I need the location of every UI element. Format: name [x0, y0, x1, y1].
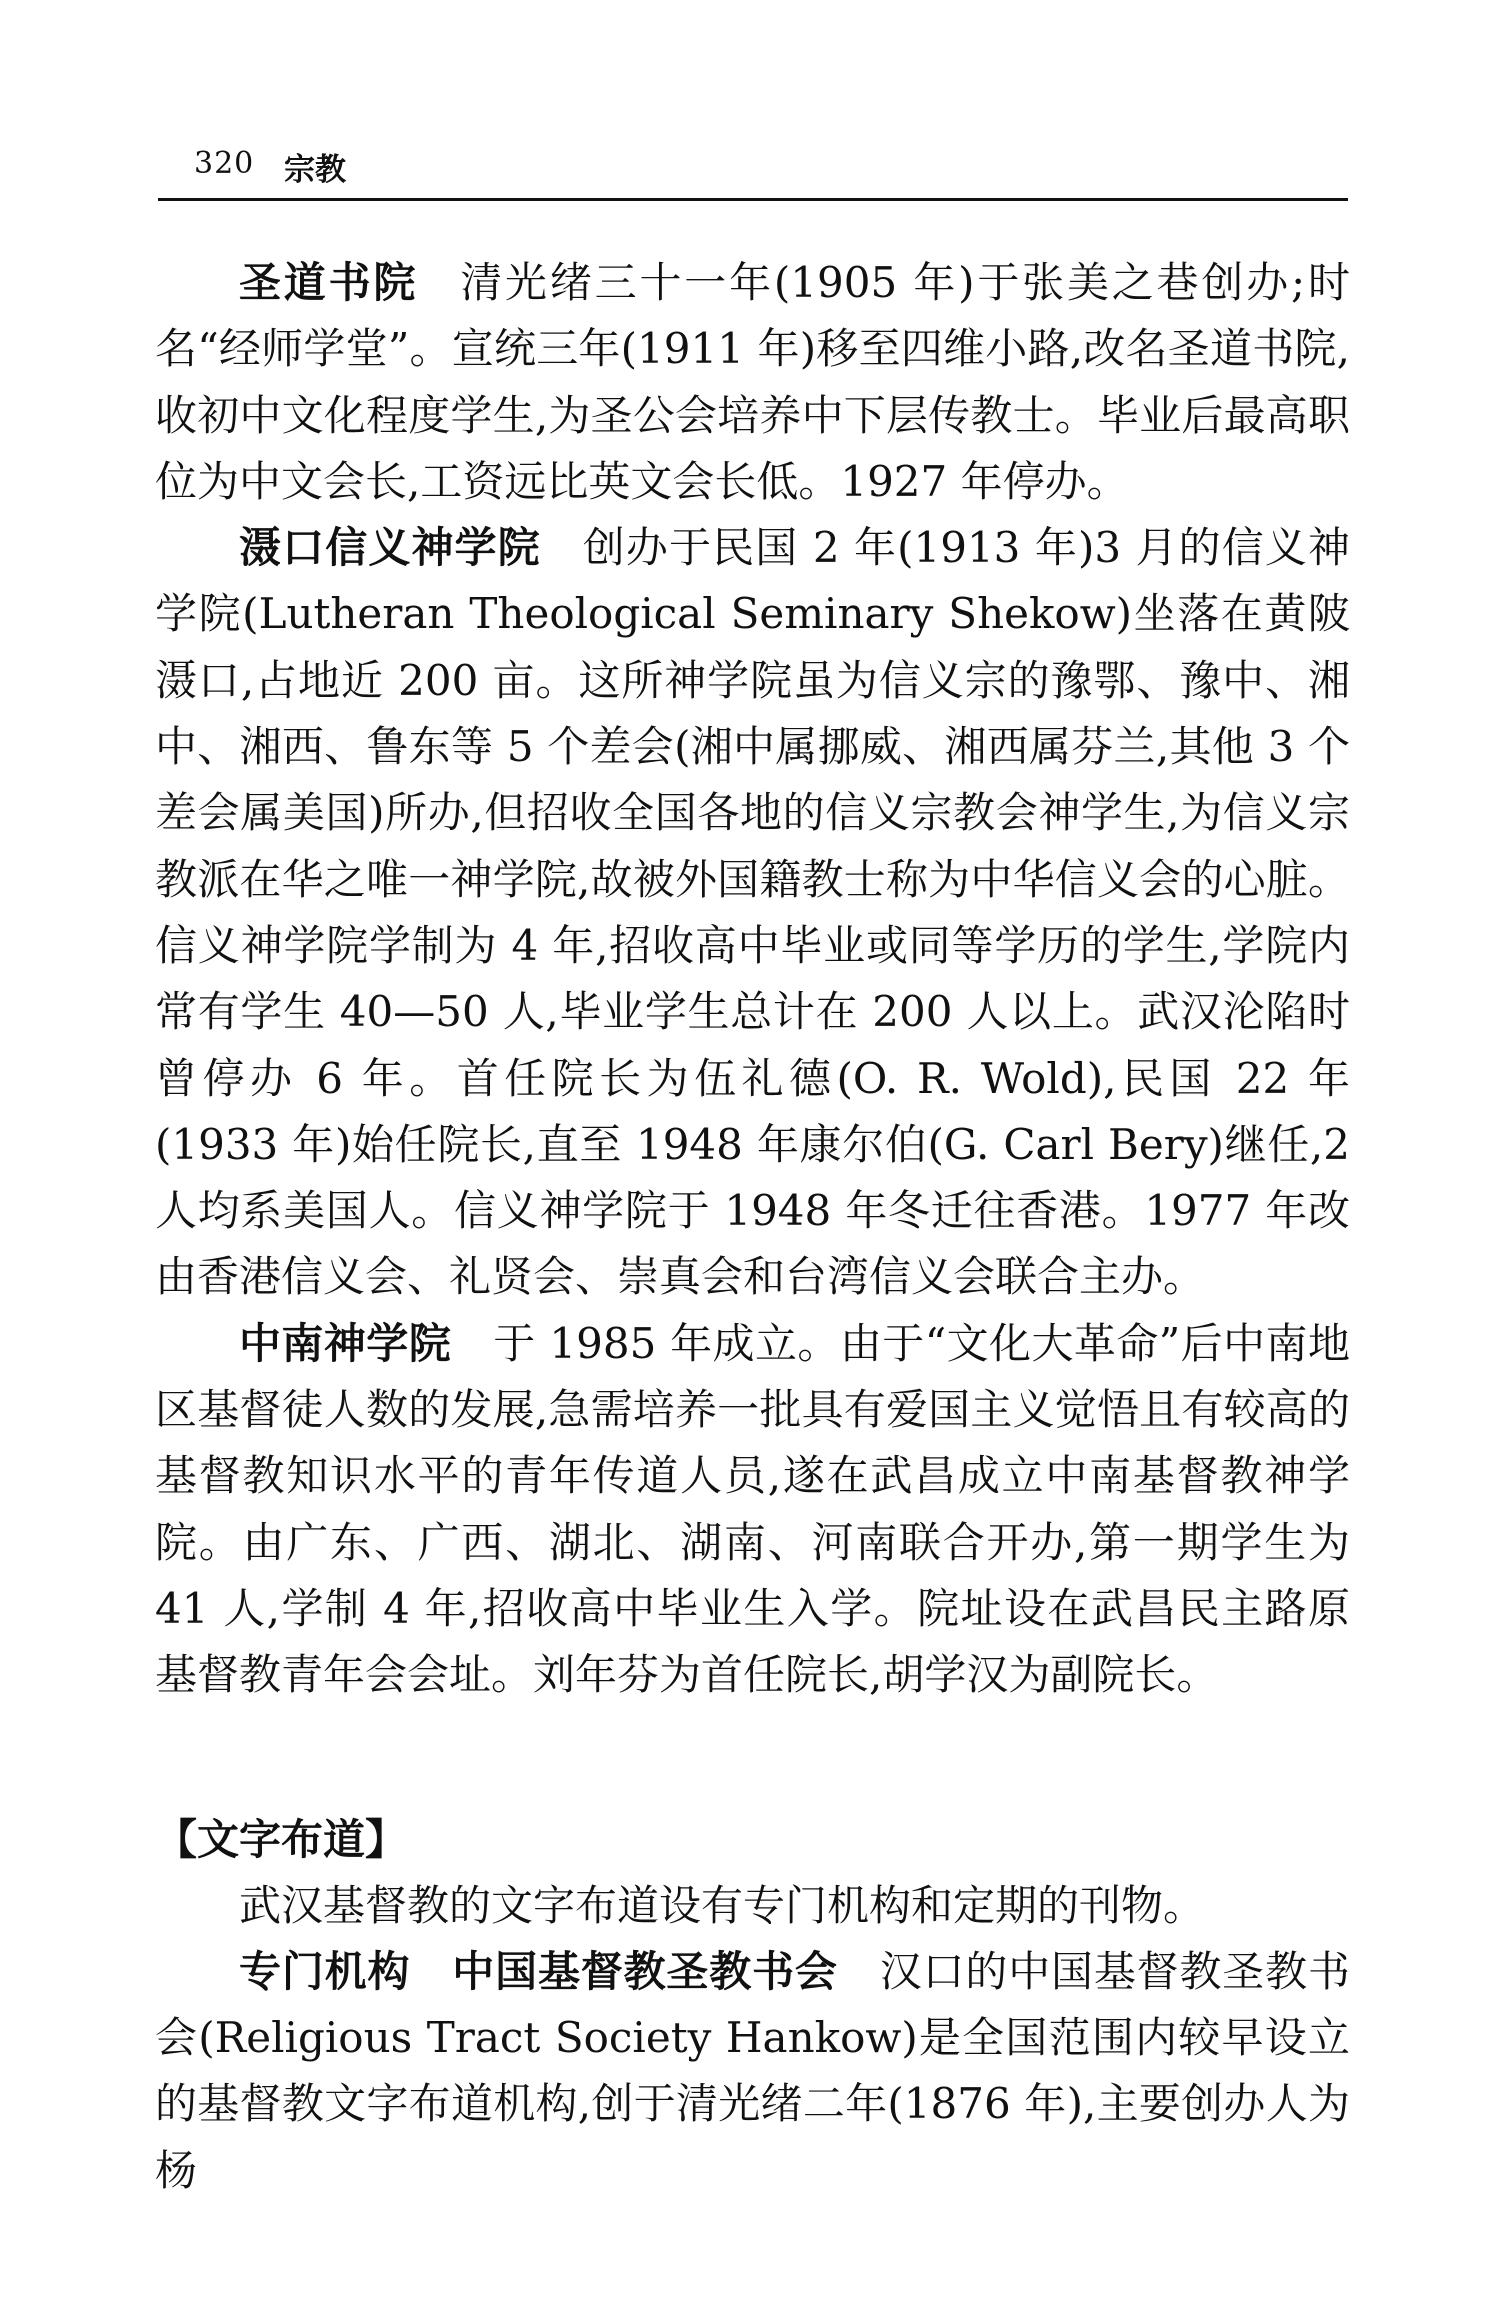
entry-term: 滠口信义神学院 — [239, 523, 541, 573]
page-content — [155, 250, 1350, 2204]
subsection-term: 专门机构 — [239, 1946, 411, 1996]
entry-term: 圣道书院 — [239, 258, 419, 307]
entry-paragraph — [155, 515, 1350, 1311]
subsection-paragraph — [155, 1939, 1350, 2204]
subsection-text: 汉口的中国基督教圣教书会(Religious Tract Society Hankow)是全国范围内较早设立的基督教文字布道机构,创于清光绪二年(1876 年),主要创办人为杨 — [155, 1946, 1350, 2195]
entry-text: 清光绪三十一年(1905 年)于张美之巷创办;时名“经师学堂”。宣统三年(1911 年)移至四维小路,改名圣道书院,收初中文化程度学生,为圣公会培养中下层传教士。毕业后最高职位为中文会长,工资远比英文会长低。1927 年停办。 — [155, 258, 1350, 506]
entry-paragraph — [155, 250, 1350, 515]
page-number: 320 — [194, 146, 255, 181]
entry-paragraph — [155, 1311, 1350, 1709]
entry-text: 于 1985 年成立。由于“文化大革命”后中南地区基督徒人数的发展,急需培养一批具有爱国主义觉悟且有较高的基督教知识水平的青年传道人员,遂在武昌成立中南基督教神学院。由广东、广西、湖北、湖南、河南联合开办,第一期学生为 41 人,学制 4 年,招收高中毕业生入学。院址设在武昌民主路原基督教青年会会址。刘年芬为首任院长,胡学汉为副院长。 — [155, 1318, 1350, 1700]
entry-text: 创办于民国 2 年(1913 年)3 月的信义神学院(Lutheran Theological Seminary Shekow)坐落在黄陂滠口,占地近 200 亩。这所神学院虽为信义宗的豫鄂、豫中、湘中、湘西、鲁东等 5 个差会(湘中属挪威、湘西属芬兰,其他 3 个差会属美国)所办,但招收全国各地的信义宗教会神学生,为信义宗教派在华之唯一神学院,故被外国籍教士称为中华信义会的心脏。信义神学院学制为 4 年,招收高中毕业或同等学历的学生,学院内常有学生 40—50 人,毕业学生总计在 200 人以上。武汉沦陷时曾停办 6 年。首任院长为伍礼德(O. R. Wold),民国 22 年(1933 年)始任院长,直至 1948 年康尔伯(G. Carl Bery)继任,2 人均系美国人。信义神学院于 1948 年冬迁往香港。1977 年改由香港信义会、礼贤会、崇真会和台湾信义会联合主办。 — [155, 523, 1350, 1302]
section-title: 文字布道 — [197, 1814, 366, 1864]
running-title: 宗教 — [284, 152, 346, 188]
page-header — [158, 138, 1348, 201]
subsection-organization: 中国基督教圣教书会 — [452, 1946, 838, 1996]
section-heading — [155, 1807, 1350, 1873]
entry-term: 中南神学院 — [239, 1318, 452, 1368]
section-open-bracket: 【 — [155, 1814, 198, 1864]
section-intro: 武汉基督教的文字布道设有专门机构和定期的刊物。 — [239, 1880, 1206, 1930]
section-close-bracket: 】 — [365, 1814, 408, 1864]
